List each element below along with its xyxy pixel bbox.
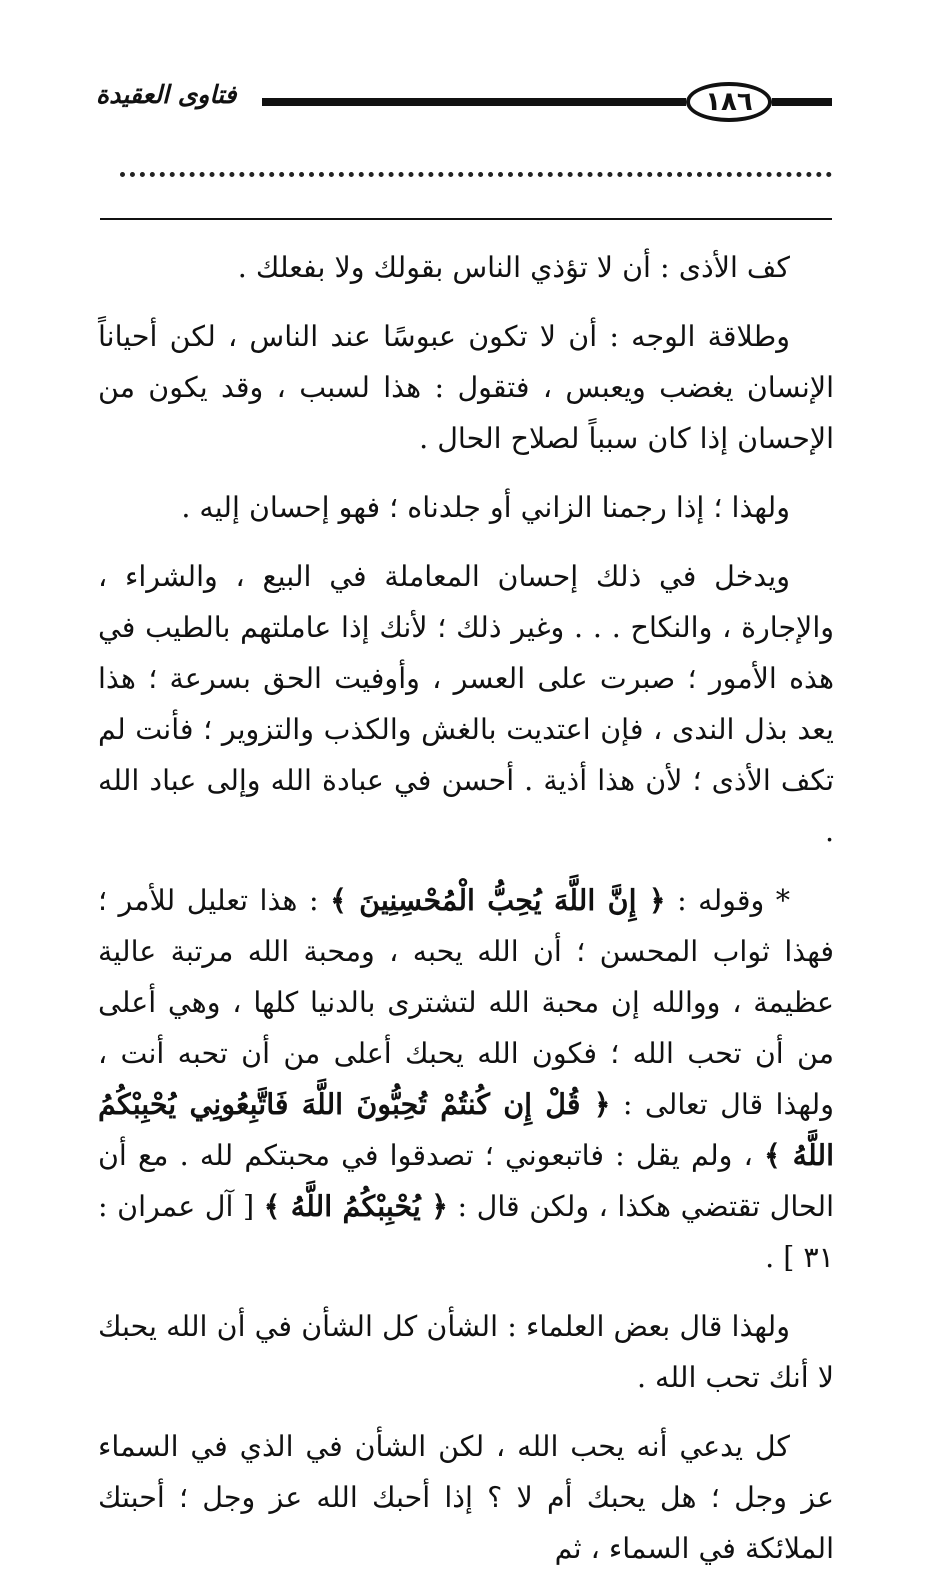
separator-rule	[100, 218, 832, 220]
page-body	[98, 242, 834, 1592]
paragraph-5-part-d: [ آل عمران : ٣١ ] .	[98, 1190, 834, 1274]
page-number: ١٨٦	[705, 87, 753, 117]
paragraph-7: كل يدعي أنه يحب الله ، لكن الشأن في الذي في السماء عز وجل ؛ هل يحبك أم لا ؟ إذا أحبك الله عز وجل ؛ أحبتك الملائكة في السماء ، ثم	[98, 1430, 834, 1565]
paragraph-6: ولهذا قال بعض العلماء : الشأن كل الشأن في أن الله يحبك لا أنك تحب الله .	[98, 1310, 834, 1394]
header-rule-right	[772, 98, 832, 106]
header-rule-left	[262, 98, 686, 106]
quran-verse-3: ﴿ يُحْبِبْكُمُ اللَّهُ ﴾	[263, 1189, 448, 1223]
paragraph-2: وطلاقة الوجه : أن لا تكون عبوسًا عند الناس ، لكن أحياناً الإنسان يغضب ويعبس ، فتقول : هذا لسبب ، وقد يكون من الإحسان إذا كان سبباً لصلاح الحال .	[98, 320, 834, 455]
running-header-title: فتاوى العقيدة	[96, 80, 237, 109]
paragraph-5-part-a: * وقوله :	[665, 884, 790, 917]
paragraph-5-part-c: ، ولم يقل : فاتبعوني ؛ تصدقوا في محبتكم لله . مع أن الحال تقتضي هكذا ، ولكن قال :	[98, 1139, 835, 1223]
quran-verse-2: ﴿ قُلْ إِن كُنتُمْ تُحِبُّونَ اللَّهَ فَاتَّبِعُونِي يُحْبِبْكُمُ اللَّهُ ﴾	[98, 1087, 834, 1172]
paragraph-3: ولهذا ؛ إذا رجمنا الزاني أو جلدناه ؛ فهو إحسان إليه .	[181, 491, 790, 524]
paragraph-5-part-b: : هذا تعليل للأمر ؛ فهذا ثواب المحسن ؛ أن الله يحبه ، ومحبة الله مرتبة عالية عظيمة ، ووالله إن محبة الله لتشترى بالدنيا كلها ، وهي أعلى من أن تحب الله ؛ فكون الله يحبك أعلى من أن تحبه أنت ، ولهذا قال تعالى :	[98, 884, 834, 1121]
page-number-badge	[686, 82, 772, 122]
paragraph-1: كف الأذى : أن لا تؤذي الناس بقولك ولا بفعلك .	[237, 251, 790, 284]
quran-verse-1: ﴿ إِنَّ اللَّهَ يُحِبُّ الْمُحْسِنِينَ ﴾	[330, 883, 666, 917]
paragraph-4: ويدخل في ذلك إحسان المعاملة في البيع ، والشراء ، والإجارة ، والنكاح . . . وغير ذلك ؛ لأنك إذا عاملتهم بالطيب في هذه الأمور ؛ صبرت على العسر ، وأوفيت الحق بسرعة ؛ هذا يعد بذل الندى ، فإن اعتديت بالغش والكذب والتزوير ؛ فأنت لم تكف الأذى ؛ لأن هذا أذية . أحسن في عبادة الله وإلى عباد الله .	[98, 560, 834, 848]
paragraph-5	[98, 875, 834, 1283]
dotted-separator	[120, 172, 832, 177]
